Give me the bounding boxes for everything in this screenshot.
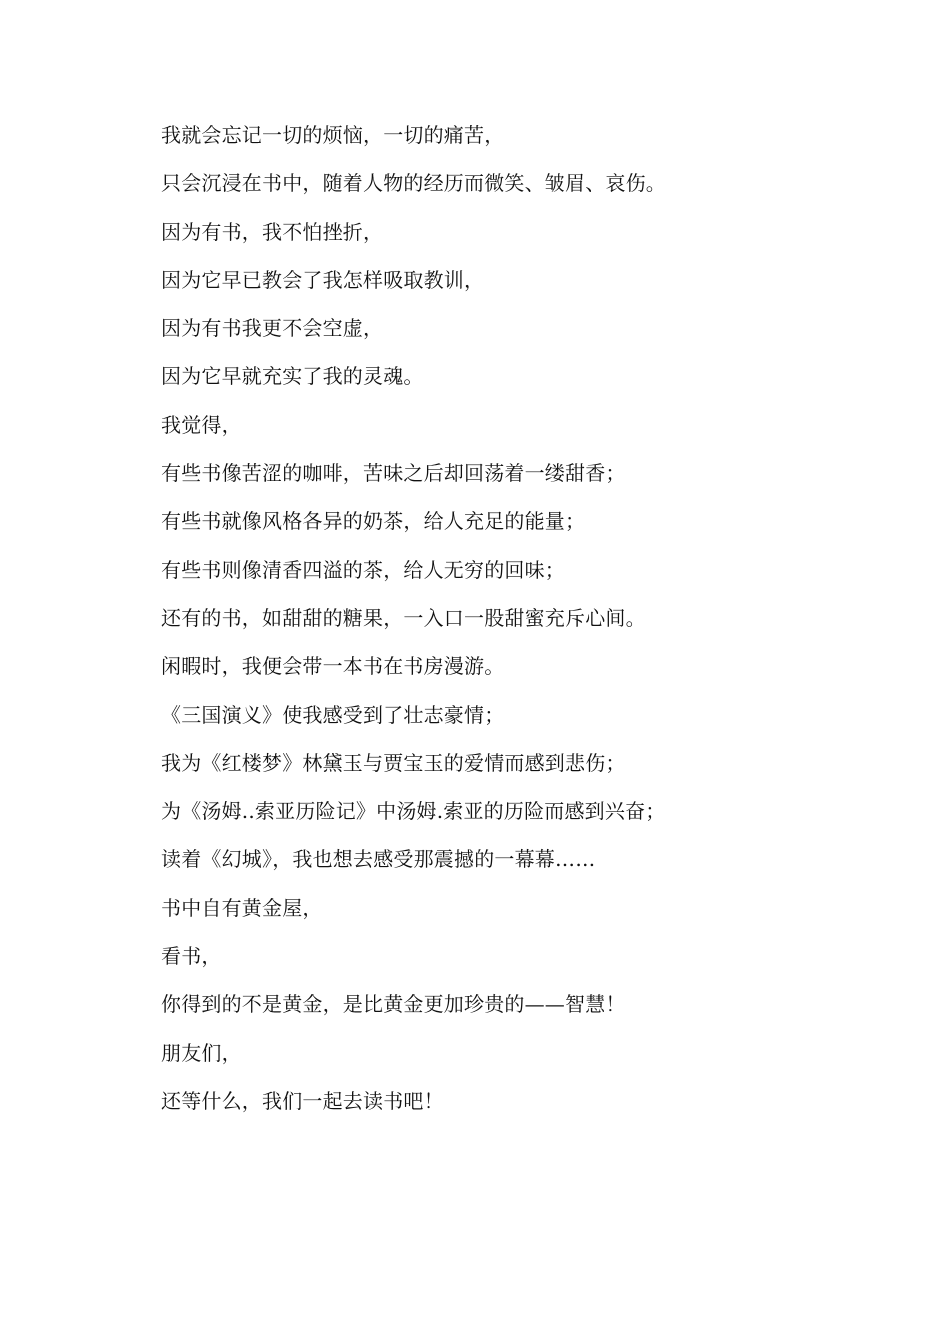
text-line: 你得到的不是黄金，是比黄金更加珍贵的——智慧！ [161, 992, 626, 1017]
text-line: 读着《幻城》，我也想去感受那震撼的一幕幕…… [161, 847, 596, 872]
text-body [161, 118, 901, 1132]
text-line: 闲暇时，我便会带一本书在书房漫游。 [161, 654, 505, 679]
text-line: 因为有书我更不会空虚， [161, 316, 384, 341]
text-line: 有些书就像风格各异的奶茶，给人充足的能量； [161, 509, 586, 534]
text-line: 书中自有黄金屋， [161, 895, 323, 920]
text-line: 有些书则像清香四溢的茶，给人无穷的回味； [161, 557, 565, 582]
text-line: 我为《红楼梦》林黛玉与贾宝玉的爱情而感到悲伤； [161, 750, 626, 775]
text-line: 我觉得， [161, 412, 242, 437]
text-line: 《三国演义》使我感受到了壮志豪情； [161, 702, 505, 727]
text-line: 还等什么，我们一起去读书吧！ [161, 1088, 444, 1113]
text-line: 只会沉浸在书中，随着人物的经历而微笑、皱眉、哀伤。 [161, 171, 666, 196]
text-line: 朋友们， [161, 1040, 242, 1065]
text-line: 因为它早就充实了我的灵魂。 [161, 364, 424, 389]
text-line: 我就会忘记一切的烦恼，一切的痛苦， [161, 123, 505, 147]
text-line: 有些书像苦涩的咖啡，苦味之后却回荡着一缕甜香； [161, 461, 626, 486]
text-line: 看书， [161, 944, 222, 969]
text-line: 因为有书，我不怕挫折， [161, 219, 384, 244]
text-line: 还有的书，如甜甜的糖果，一入口一股甜蜜充斥心间。 [161, 605, 646, 630]
text-line: 因为它早已教会了我怎样吸取教训， [161, 267, 485, 292]
text-line: 为《汤姆..索亚历险记》中汤姆.索亚的历险而感到兴奋； [161, 799, 666, 824]
